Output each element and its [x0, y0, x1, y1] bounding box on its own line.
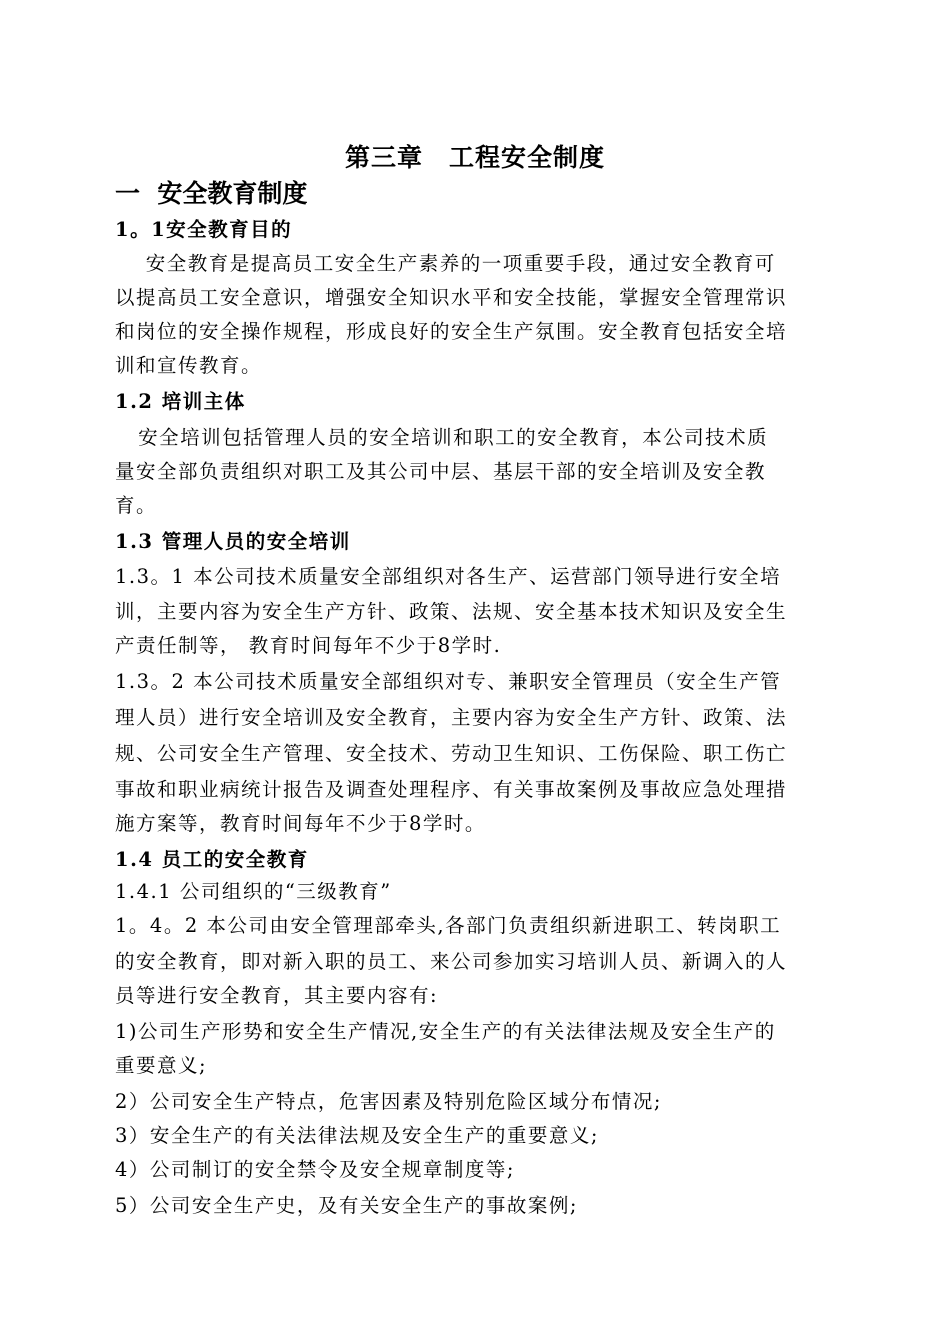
paragraph-line: 4）公司制订的安全禁令及安全规章制度等;: [115, 1158, 515, 1181]
paragraph-line: 1.4.1 公司组织的“三级教育”: [115, 880, 392, 903]
subsection-heading: 1。1安全教育目的: [115, 218, 293, 241]
paragraph-line: 员等进行安全教育，其主要内容有:: [115, 984, 439, 1007]
paragraph-line: 安全教育是提高员工安全生产素养的一项重要手段，通过安全教育可: [115, 252, 776, 275]
paragraph-line: 事故和职业病统计报告及调查处理程序、有关事故案例及事故应急处理措: [115, 778, 788, 801]
paragraph-line: 以提高员工安全意识，增强安全知识水平和安全技能，掌握安全管理常识: [115, 286, 788, 309]
paragraph-line: 的安全教育，即对新入职的员工、来公司参加实习培训人员、新调入的人: [115, 950, 788, 973]
paragraph-line: 量安全部负责组织对职工及其公司中层、基层干部的安全培训及安全教: [115, 460, 767, 483]
chapter-title: 第三章 工程安全制度: [344, 143, 605, 172]
paragraph-line: 2）公司安全生产特点，危害因素及特别危险区域分布情况;: [115, 1090, 662, 1113]
paragraph-line: 和岗位的安全操作规程，形成良好的安全生产氛围。安全教育包括安全培: [115, 320, 788, 343]
paragraph-line: 理人员）进行安全培训及安全教育，主要内容为安全生产方针、政策、法: [115, 706, 788, 729]
paragraph-line: 规、公司安全生产管理、安全技术、劳动卫生知识、工伤保险、职工伤亡: [115, 742, 788, 765]
paragraph-line: 3）安全生产的有关法律法规及安全生产的重要意义;: [115, 1124, 599, 1147]
paragraph-line: 重要意义;: [115, 1054, 208, 1077]
paragraph-line: 1.3。2 本公司技术质量安全部组织对专、兼职安全管理员（安全生产管: [115, 670, 782, 693]
paragraph-line: 1.3。1 本公司技术质量安全部组织对各生产、运营部门领导进行安全培: [115, 565, 782, 588]
subsection-heading: 1.4 员工的安全教育: [115, 848, 309, 871]
paragraph-line: 训，主要内容为安全生产方针、政策、法规、安全基本技术知识及安全生: [115, 600, 788, 623]
paragraph-line: 育。: [115, 494, 158, 517]
section-title: 一 安全教育制度: [115, 179, 308, 208]
paragraph-line: 1。4。2 本公司由安全管理部牵头,各部门负责组织新进职工、转岗职工: [115, 914, 782, 937]
paragraph-line: 1)公司生产形势和安全生产情况,安全生产的有关法律法规及安全生产的: [115, 1020, 776, 1043]
subsection-heading: 1.3 管理人员的安全培训: [115, 530, 351, 553]
paragraph-line: 训和宣传教育。: [115, 354, 263, 377]
subsection-heading: 1.2 培训主体: [115, 390, 246, 413]
paragraph-line: 施方案等，教育时间每年不少于8学时。: [115, 812, 486, 835]
paragraph-line: 产责任制等， 教育时间每年不少于8学时.: [115, 634, 502, 657]
paragraph-line: 5）公司安全生产史，及有关安全生产的事故案例;: [115, 1194, 578, 1217]
paragraph-line: 安全培训包括管理人员的安全培训和职工的安全教育，本公司技术质: [115, 426, 769, 449]
